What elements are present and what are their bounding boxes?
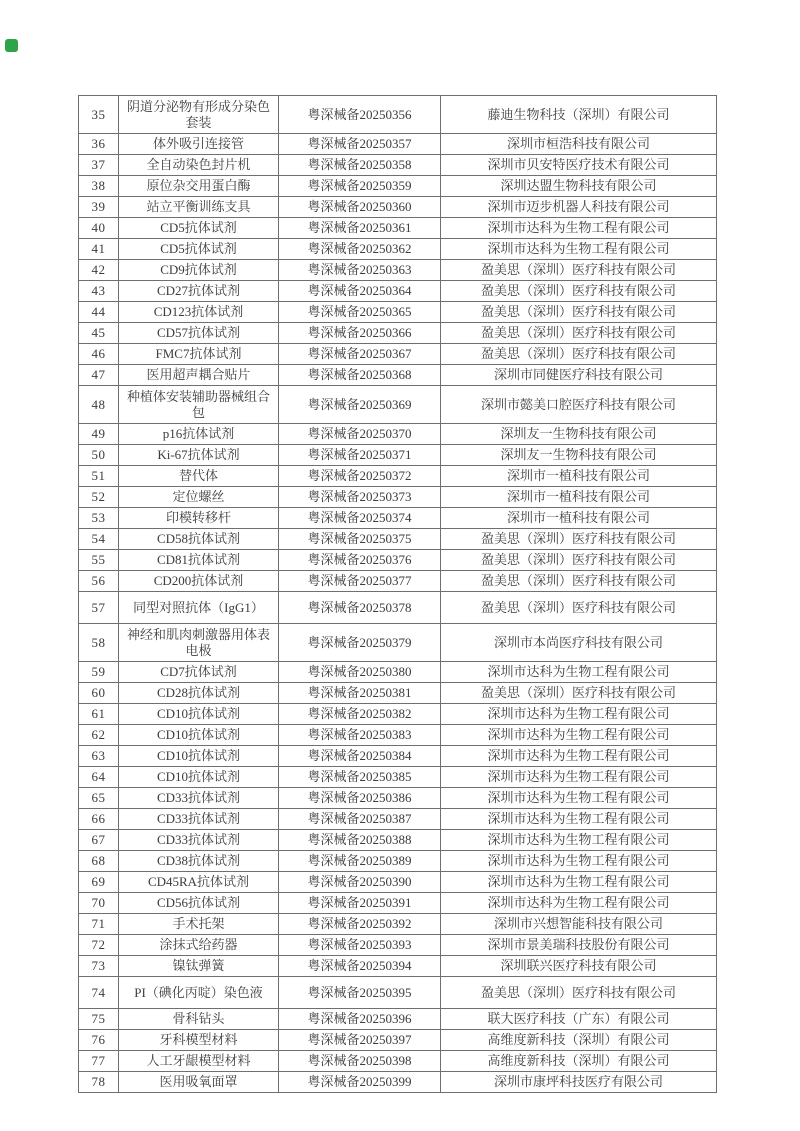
- table-row: [79, 935, 717, 956]
- record-number-cell: 粤深械备20250372: [279, 466, 441, 487]
- record-number-cell: 粤深械备20250378: [279, 592, 441, 624]
- table-row: [79, 445, 717, 466]
- record-number-cell: 粤深械备20250374: [279, 508, 441, 529]
- table-row: [79, 872, 717, 893]
- row-number-cell: 73: [79, 956, 119, 977]
- table-row: [79, 1009, 717, 1030]
- table-row: [79, 386, 717, 424]
- table-row: [79, 323, 717, 344]
- product-name-cell: 全自动染色封片机: [119, 155, 279, 176]
- record-number-cell: 粤深械备20250357: [279, 134, 441, 155]
- table-row: [79, 344, 717, 365]
- row-number-cell: 42: [79, 260, 119, 281]
- table-row: [79, 155, 717, 176]
- product-name-cell: Ki-67抗体试剂: [119, 445, 279, 466]
- table-body: [79, 96, 717, 1093]
- table-row: [79, 704, 717, 725]
- product-name-cell: CD33抗体试剂: [119, 788, 279, 809]
- product-name-cell: 印模转移杆: [119, 508, 279, 529]
- table-row: [79, 851, 717, 872]
- product-name-cell: CD10抗体试剂: [119, 725, 279, 746]
- record-number-cell: 粤深械备20250369: [279, 386, 441, 424]
- product-name-cell: 定位螺丝: [119, 487, 279, 508]
- product-name-cell: CD5抗体试剂: [119, 239, 279, 260]
- record-number-cell: 粤深械备20250383: [279, 725, 441, 746]
- company-name-cell: 深圳市达科为生物工程有限公司: [441, 851, 717, 872]
- record-number-cell: 粤深械备20250361: [279, 218, 441, 239]
- product-name-cell: 体外吸引连接管: [119, 134, 279, 155]
- company-name-cell: 深圳市贝安特医疗技术有限公司: [441, 155, 717, 176]
- record-number-cell: 粤深械备20250394: [279, 956, 441, 977]
- row-number-cell: 74: [79, 977, 119, 1009]
- row-number-cell: 51: [79, 466, 119, 487]
- table-row: [79, 893, 717, 914]
- row-number-cell: 65: [79, 788, 119, 809]
- record-number-cell: 粤深械备20250359: [279, 176, 441, 197]
- product-name-cell: CD10抗体试剂: [119, 746, 279, 767]
- product-name-cell: 医用吸氧面罩: [119, 1072, 279, 1093]
- product-name-cell: CD5抗体试剂: [119, 218, 279, 239]
- product-name-cell: CD81抗体试剂: [119, 550, 279, 571]
- row-number-cell: 56: [79, 571, 119, 592]
- record-number-cell: 粤深械备20250386: [279, 788, 441, 809]
- table-row: [79, 624, 717, 662]
- record-number-cell: 粤深械备20250396: [279, 1009, 441, 1030]
- product-name-cell: 牙科模型材料: [119, 1030, 279, 1051]
- table-row: [79, 466, 717, 487]
- record-number-cell: 粤深械备20250397: [279, 1030, 441, 1051]
- record-number-cell: 粤深械备20250385: [279, 767, 441, 788]
- row-number-cell: 78: [79, 1072, 119, 1093]
- company-name-cell: 盈美思（深圳）医疗科技有限公司: [441, 683, 717, 704]
- row-number-cell: 75: [79, 1009, 119, 1030]
- product-name-cell: CD58抗体试剂: [119, 529, 279, 550]
- product-name-cell: 人工牙龈模型材料: [119, 1051, 279, 1072]
- company-name-cell: 盈美思（深圳）医疗科技有限公司: [441, 260, 717, 281]
- table-row: [79, 809, 717, 830]
- product-name-cell: 站立平衡训练支具: [119, 197, 279, 218]
- product-name-cell: 手术托架: [119, 914, 279, 935]
- product-name-cell: CD33抗体试剂: [119, 809, 279, 830]
- row-number-cell: 46: [79, 344, 119, 365]
- row-number-cell: 49: [79, 424, 119, 445]
- table-row: [79, 914, 717, 935]
- company-name-cell: 高维度新科技（深圳）有限公司: [441, 1030, 717, 1051]
- company-name-cell: 深圳市达科为生物工程有限公司: [441, 725, 717, 746]
- table-row: [79, 197, 717, 218]
- product-name-cell: CD123抗体试剂: [119, 302, 279, 323]
- row-number-cell: 35: [79, 96, 119, 134]
- table-row: [79, 365, 717, 386]
- table-row: [79, 977, 717, 1009]
- row-number-cell: 50: [79, 445, 119, 466]
- record-number-cell: 粤深械备20250384: [279, 746, 441, 767]
- product-name-cell: CD33抗体试剂: [119, 830, 279, 851]
- row-number-cell: 59: [79, 662, 119, 683]
- company-name-cell: 深圳市懿美口腔医疗科技有限公司: [441, 386, 717, 424]
- product-name-cell: 涂抹式给药器: [119, 935, 279, 956]
- table-row: [79, 550, 717, 571]
- product-name-cell: CD9抗体试剂: [119, 260, 279, 281]
- product-name-cell: CD10抗体试剂: [119, 704, 279, 725]
- row-number-cell: 71: [79, 914, 119, 935]
- product-name-cell: CD27抗体试剂: [119, 281, 279, 302]
- company-name-cell: 藤迪生物科技（深圳）有限公司: [441, 96, 717, 134]
- product-name-cell: 替代体: [119, 466, 279, 487]
- company-name-cell: 深圳市达科为生物工程有限公司: [441, 218, 717, 239]
- company-name-cell: 深圳市同健医疗科技有限公司: [441, 365, 717, 386]
- company-name-cell: 盈美思（深圳）医疗科技有限公司: [441, 281, 717, 302]
- table-row: [79, 1030, 717, 1051]
- company-name-cell: 高维度新科技（深圳）有限公司: [441, 1051, 717, 1072]
- row-number-cell: 69: [79, 872, 119, 893]
- row-number-cell: 63: [79, 746, 119, 767]
- table-row: [79, 683, 717, 704]
- company-name-cell: 深圳市达科为生物工程有限公司: [441, 809, 717, 830]
- product-name-cell: 骨科钻头: [119, 1009, 279, 1030]
- table-row: [79, 767, 717, 788]
- table-row: [79, 725, 717, 746]
- record-number-cell: 粤深械备20250364: [279, 281, 441, 302]
- record-number-cell: 粤深械备20250377: [279, 571, 441, 592]
- row-number-cell: 61: [79, 704, 119, 725]
- record-number-cell: 粤深械备20250375: [279, 529, 441, 550]
- company-name-cell: 盈美思（深圳）医疗科技有限公司: [441, 323, 717, 344]
- row-number-cell: 62: [79, 725, 119, 746]
- record-number-cell: 粤深械备20250370: [279, 424, 441, 445]
- company-name-cell: 深圳市一植科技有限公司: [441, 487, 717, 508]
- company-name-cell: 深圳市一植科技有限公司: [441, 508, 717, 529]
- company-name-cell: 深圳友一生物科技有限公司: [441, 424, 717, 445]
- record-number-cell: 粤深械备20250382: [279, 704, 441, 725]
- record-number-cell: 粤深械备20250362: [279, 239, 441, 260]
- product-name-cell: 医用超声耦合贴片: [119, 365, 279, 386]
- company-name-cell: 盈美思（深圳）医疗科技有限公司: [441, 977, 717, 1009]
- company-name-cell: 盈美思（深圳）医疗科技有限公司: [441, 302, 717, 323]
- row-number-cell: 67: [79, 830, 119, 851]
- company-name-cell: 深圳市桓浩科技有限公司: [441, 134, 717, 155]
- table-row: [79, 592, 717, 624]
- product-name-cell: CD28抗体试剂: [119, 683, 279, 704]
- row-number-cell: 58: [79, 624, 119, 662]
- record-number-cell: 粤深械备20250367: [279, 344, 441, 365]
- row-number-cell: 48: [79, 386, 119, 424]
- record-number-cell: 粤深械备20250399: [279, 1072, 441, 1093]
- record-number-cell: 粤深械备20250391: [279, 893, 441, 914]
- product-name-cell: CD200抗体试剂: [119, 571, 279, 592]
- record-number-cell: 粤深械备20250388: [279, 830, 441, 851]
- record-number-cell: 粤深械备20250393: [279, 935, 441, 956]
- row-number-cell: 55: [79, 550, 119, 571]
- row-number-cell: 70: [79, 893, 119, 914]
- record-number-cell: 粤深械备20250365: [279, 302, 441, 323]
- table-row: [79, 260, 717, 281]
- row-number-cell: 72: [79, 935, 119, 956]
- record-number-cell: 粤深械备20250358: [279, 155, 441, 176]
- company-name-cell: 深圳市达科为生物工程有限公司: [441, 239, 717, 260]
- record-number-cell: 粤深械备20250395: [279, 977, 441, 1009]
- table-row: [79, 176, 717, 197]
- company-name-cell: 联大医疗科技（广东）有限公司: [441, 1009, 717, 1030]
- table-row: [79, 134, 717, 155]
- row-number-cell: 43: [79, 281, 119, 302]
- company-name-cell: 盈美思（深圳）医疗科技有限公司: [441, 344, 717, 365]
- row-number-cell: 38: [79, 176, 119, 197]
- record-number-cell: 粤深械备20250381: [279, 683, 441, 704]
- table-row: [79, 218, 717, 239]
- company-name-cell: 深圳市达科为生物工程有限公司: [441, 662, 717, 683]
- record-number-cell: 粤深械备20250376: [279, 550, 441, 571]
- company-name-cell: 深圳市迈步机器人科技有限公司: [441, 197, 717, 218]
- table-row: [79, 1051, 717, 1072]
- row-number-cell: 77: [79, 1051, 119, 1072]
- table-row: [79, 302, 717, 323]
- product-name-cell: CD56抗体试剂: [119, 893, 279, 914]
- record-number-cell: 粤深械备20250380: [279, 662, 441, 683]
- product-name-cell: PI（碘化丙啶）染色液: [119, 977, 279, 1009]
- table-row: [79, 830, 717, 851]
- table-row: [79, 281, 717, 302]
- product-name-cell: 原位杂交用蛋白酶: [119, 176, 279, 197]
- company-name-cell: 盈美思（深圳）医疗科技有限公司: [441, 529, 717, 550]
- table-row: [79, 487, 717, 508]
- company-name-cell: 深圳市景美瑞科技股份有限公司: [441, 935, 717, 956]
- record-number-cell: 粤深械备20250389: [279, 851, 441, 872]
- company-name-cell: 深圳市达科为生物工程有限公司: [441, 872, 717, 893]
- row-number-cell: 37: [79, 155, 119, 176]
- record-number-cell: 粤深械备20250366: [279, 323, 441, 344]
- company-name-cell: 深圳联兴医疗科技有限公司: [441, 956, 717, 977]
- table-row: [79, 96, 717, 134]
- record-number-cell: 粤深械备20250379: [279, 624, 441, 662]
- company-name-cell: 深圳市达科为生物工程有限公司: [441, 704, 717, 725]
- table-row: [79, 239, 717, 260]
- product-name-cell: CD10抗体试剂: [119, 767, 279, 788]
- product-name-cell: 镍钛弹簧: [119, 956, 279, 977]
- company-name-cell: 深圳市达科为生物工程有限公司: [441, 767, 717, 788]
- company-name-cell: 盈美思（深圳）医疗科技有限公司: [441, 550, 717, 571]
- table-row: [79, 662, 717, 683]
- product-name-cell: CD38抗体试剂: [119, 851, 279, 872]
- row-number-cell: 41: [79, 239, 119, 260]
- company-name-cell: 深圳市达科为生物工程有限公司: [441, 893, 717, 914]
- record-number-cell: 粤深械备20250368: [279, 365, 441, 386]
- row-number-cell: 47: [79, 365, 119, 386]
- company-name-cell: 深圳市达科为生物工程有限公司: [441, 830, 717, 851]
- row-number-cell: 36: [79, 134, 119, 155]
- product-name-cell: 阴道分泌物有形成分染色套装: [119, 96, 279, 134]
- product-name-cell: CD45RA抗体试剂: [119, 872, 279, 893]
- row-number-cell: 54: [79, 529, 119, 550]
- company-name-cell: 深圳市达科为生物工程有限公司: [441, 788, 717, 809]
- company-name-cell: 深圳市兴想智能科技有限公司: [441, 914, 717, 935]
- product-name-cell: CD57抗体试剂: [119, 323, 279, 344]
- table-row: [79, 529, 717, 550]
- table-row: [79, 571, 717, 592]
- record-number-cell: 粤深械备20250392: [279, 914, 441, 935]
- company-name-cell: 盈美思（深圳）医疗科技有限公司: [441, 571, 717, 592]
- product-name-cell: FMC7抗体试剂: [119, 344, 279, 365]
- product-name-cell: 同型对照抗体（IgG1）: [119, 592, 279, 624]
- record-number-cell: 粤深械备20250363: [279, 260, 441, 281]
- table-row: [79, 746, 717, 767]
- company-name-cell: 深圳友一生物科技有限公司: [441, 445, 717, 466]
- product-name-cell: 神经和肌肉刺激器用体表电极: [119, 624, 279, 662]
- row-number-cell: 40: [79, 218, 119, 239]
- row-number-cell: 76: [79, 1030, 119, 1051]
- product-name-cell: 种植体安装辅助器械组合包: [119, 386, 279, 424]
- table-row: [79, 788, 717, 809]
- table-row: [79, 508, 717, 529]
- row-number-cell: 60: [79, 683, 119, 704]
- record-number-cell: 粤深械备20250390: [279, 872, 441, 893]
- record-number-cell: 粤深械备20250398: [279, 1051, 441, 1072]
- company-name-cell: 深圳市本尚医疗科技有限公司: [441, 624, 717, 662]
- row-number-cell: 64: [79, 767, 119, 788]
- row-number-cell: 57: [79, 592, 119, 624]
- record-number-cell: 粤深械备20250373: [279, 487, 441, 508]
- row-number-cell: 39: [79, 197, 119, 218]
- row-number-cell: 68: [79, 851, 119, 872]
- table-row: [79, 956, 717, 977]
- product-name-cell: CD7抗体试剂: [119, 662, 279, 683]
- row-number-cell: 52: [79, 487, 119, 508]
- device-registration-table: [78, 95, 717, 1093]
- table-row: [79, 424, 717, 445]
- row-number-cell: 53: [79, 508, 119, 529]
- record-number-cell: 粤深械备20250360: [279, 197, 441, 218]
- table-row: [79, 1072, 717, 1093]
- record-number-cell: 粤深械备20250371: [279, 445, 441, 466]
- row-number-cell: 66: [79, 809, 119, 830]
- row-number-cell: 44: [79, 302, 119, 323]
- record-number-cell: 粤深械备20250387: [279, 809, 441, 830]
- company-name-cell: 深圳市一植科技有限公司: [441, 466, 717, 487]
- company-name-cell: 深圳达盟生物科技有限公司: [441, 176, 717, 197]
- company-name-cell: 深圳市达科为生物工程有限公司: [441, 746, 717, 767]
- record-number-cell: 粤深械备20250356: [279, 96, 441, 134]
- company-name-cell: 盈美思（深圳）医疗科技有限公司: [441, 592, 717, 624]
- corner-app-icon: [5, 39, 18, 52]
- row-number-cell: 45: [79, 323, 119, 344]
- product-name-cell: p16抗体试剂: [119, 424, 279, 445]
- company-name-cell: 深圳市康坪科技医疗有限公司: [441, 1072, 717, 1093]
